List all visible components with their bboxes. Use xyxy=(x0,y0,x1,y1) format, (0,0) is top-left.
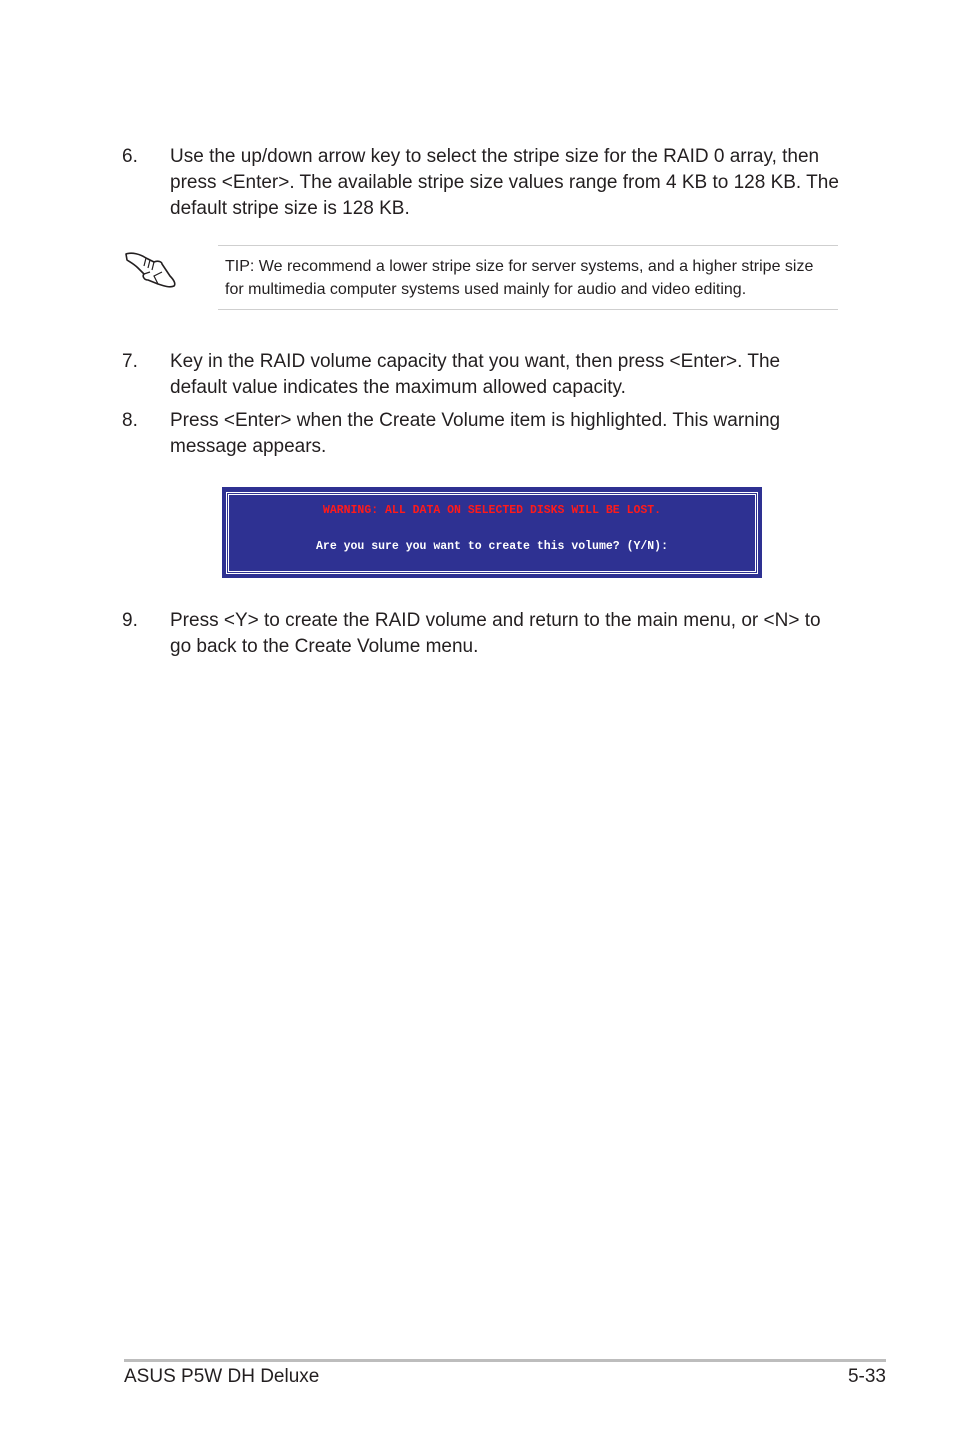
bios-warning-dialog xyxy=(222,487,762,578)
step-number: 9. xyxy=(122,610,138,631)
confirm-prompt: Are you sure you want to create this volume? (Y/N): xyxy=(316,540,668,553)
step-text: Key in the RAID volume capacity that you want, then press <Enter>. The default value indicates the maximum allowed capacity. xyxy=(170,351,781,398)
tip-text: TIP: We recommend a lower stripe size for server systems, and a higher stripe size for multimedia computer systems used mainly for audio and video editing. xyxy=(225,258,814,298)
tip-box xyxy=(218,245,838,310)
footer-product-name: ASUS P5W DH Deluxe xyxy=(124,1366,320,1387)
step-number: 8. xyxy=(122,410,138,431)
page-number: 5-33 xyxy=(847,1366,886,1387)
step-text: Use the up/down arrow key to select the stripe size for the RAID 0 array, then press <Enter>. The available stripe size values range from 4 KB to 128 KB. The default stripe size is 128 KB. xyxy=(170,146,839,219)
pointing-hand-icon xyxy=(124,246,180,288)
warning-message: WARNING: ALL DATA ON SELECTED DISKS WILL BE LOST. xyxy=(322,504,662,517)
step-text: Press <Y> to create the RAID volume and return to the main menu, or <N> to go back to the Create Volume menu. xyxy=(170,610,821,657)
step-number: 7. xyxy=(122,351,138,372)
step-text: Press <Enter> when the Create Volume item is highlighted. This warning message appears. xyxy=(170,410,781,457)
step-number: 6. xyxy=(122,146,138,167)
footer-divider xyxy=(124,1359,886,1362)
